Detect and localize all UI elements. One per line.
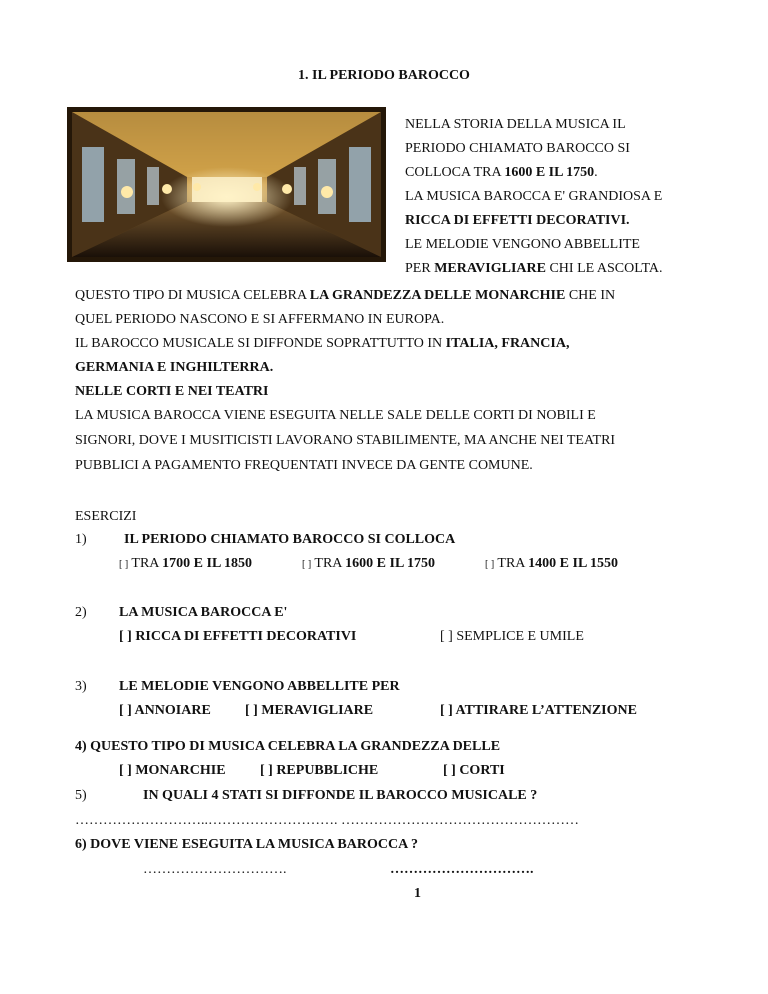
body-line-2: QUEL PERIODO NASCONO E SI AFFERMANO IN EUROPA.: [75, 312, 445, 327]
q4-option-1[interactable]: [ ] MONARCHIE: [119, 763, 226, 778]
q1-number: 1): [75, 532, 87, 547]
q2-text: LA MUSICA BAROCCA E': [119, 605, 288, 620]
intro-line-4: LA MUSICA BAROCCA E' GRANDIOSA E: [405, 189, 663, 204]
intro-line-7: PER MERAVIGLIARE CHI LE ASCOLTA.: [405, 261, 663, 276]
body-line-3: IL BAROCCO MUSICALE SI DIFFONDE SOPRATTUTTO IN ITALIA, FRANCIA,: [75, 336, 570, 351]
q2-option-2[interactable]: [ ] SEMPLICE E UMILE: [440, 629, 584, 644]
q6-answer-blank-1[interactable]: ………………………….: [143, 862, 287, 877]
page-number: 1: [414, 886, 421, 901]
q3-number: 3): [75, 679, 87, 694]
q2-number: 2): [75, 605, 87, 620]
q3-option-2[interactable]: [ ] MERAVIGLIARE: [245, 703, 374, 718]
body-line-5: LA MUSICA BAROCCA VIENE ESEGUITA NELLE SALE DELLE CORTI DI NOBILI E: [75, 408, 596, 423]
intro-line-6: LE MELODIE VENGONO ABBELLITE: [405, 237, 640, 252]
q4-option-3[interactable]: [ ] CORTI: [443, 763, 505, 778]
q3-option-1[interactable]: [ ] ANNOIARE: [119, 703, 211, 718]
q1-option-1[interactable]: [ ] TRA 1700 E IL 1850: [119, 556, 253, 571]
q3-text: LE MELODIE VENGONO ABBELLITE PER: [119, 679, 400, 694]
intro-line-2: PERIODO CHIAMATO BAROCCO SI: [405, 141, 630, 156]
body-line-6: SIGNORI, DOVE I MUSITICISTI LAVORANO STABILIMENTE, MA ANCHE NEI TEATRI: [75, 433, 616, 448]
q5-number: 5): [75, 788, 87, 803]
hall-of-mirrors-photo: [67, 107, 386, 262]
section-heading: NELLE CORTI E NEI TEATRI: [75, 384, 269, 399]
page-title: 1. IL PERIODO BAROCCO: [298, 68, 470, 83]
q6-text: 6) DOVE VIENE ESEGUITA LA MUSICA BAROCCA ?: [75, 837, 418, 852]
q6-answer-blank-2[interactable]: ………………………….: [390, 862, 534, 877]
q2-option-1[interactable]: [ ] RICCA DI EFFETTI DECORATIVI: [119, 629, 357, 644]
intro-line-5: RICCA DI EFFETTI DECORATIVI.: [405, 213, 630, 228]
body-line-4: GERMANIA E INGHILTERRA.: [75, 360, 274, 375]
q5-answer-line[interactable]: ………………………..………………………. ……………………………………………: [75, 814, 579, 828]
intro-line-1: NELLA STORIA DELLA MUSICA IL: [405, 117, 626, 132]
q1-option-3[interactable]: [ ] TRA 1400 E IL 1550: [485, 556, 619, 571]
body-line-7: PUBBLICI A PAGAMENTO FREQUENTATI INVECE DA GENTE COMUNE.: [75, 458, 533, 473]
q1-option-2[interactable]: [ ] TRA 1600 E IL 1750: [302, 556, 436, 571]
body-line-1: QUESTO TIPO DI MUSICA CELEBRA LA GRANDEZZA DELLE MONARCHIE CHE IN: [75, 288, 616, 303]
q4-option-2[interactable]: [ ] REPUBBLICHE: [260, 763, 379, 778]
q1-text: IL PERIODO CHIAMATO BAROCCO SI COLLOCA: [124, 532, 456, 547]
q5-text: IN QUALI 4 STATI SI DIFFONDE IL BAROCCO MUSICALE ?: [143, 788, 538, 803]
q4-text: 4) QUESTO TIPO DI MUSICA CELEBRA LA GRANDEZZA DELLE: [75, 739, 501, 754]
intro-line-3: COLLOCA TRA 1600 E IL 1750.: [405, 165, 598, 180]
exercises-heading: ESERCIZI: [75, 509, 137, 524]
q3-option-3[interactable]: [ ] ATTIRARE L’ATTENZIONE: [440, 703, 637, 718]
